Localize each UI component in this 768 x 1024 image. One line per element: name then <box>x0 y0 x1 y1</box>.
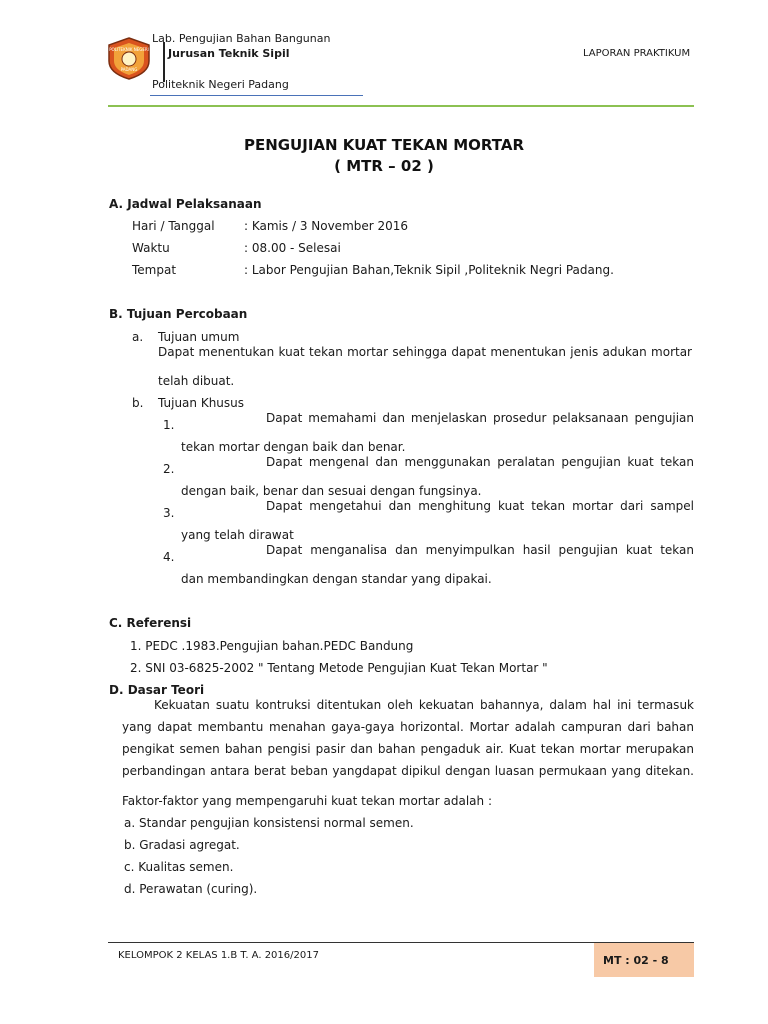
specific-goal-continuation: tekan mortar dengan baik dan benar. <box>181 440 406 454</box>
general-goal-text-1: Dapat menentukan kuat tekan mortar sehingga dapat menentukan jenis adukan mortar <box>158 345 692 359</box>
section-d-heading: D. Dasar Teori <box>109 683 205 697</box>
institution-logo <box>104 35 154 81</box>
general-goal-marker: a. <box>132 330 144 344</box>
schedule-label-place: Tempat <box>132 263 177 277</box>
svg-text:POLITEKNIK NEGERI: POLITEKNIK NEGERI <box>109 47 149 52</box>
theory-line: Kekuatan suatu kontruksi ditentukan oleh kekuatan bahannya, dalam hal ini termasuk <box>154 698 694 712</box>
specific-goal-continuation: dan membandingkan dengan standar yang dipakai. <box>181 572 492 586</box>
schedule-label-time: Waktu <box>132 241 170 255</box>
header-divider <box>163 42 165 82</box>
schedule-value-place: : Labor Pengujian Bahan,Teknik Sipil ,Politeknik Negri Padang. <box>244 263 614 277</box>
department-name: Jurusan Teknik Sipil <box>168 47 290 60</box>
footer-group: KELOMPOK 2 KELAS 1.B T. A. 2016/2017 <box>118 950 319 961</box>
reference-item: 1. PEDC .1983.Pengujian bahan.PEDC Bandung <box>130 639 414 653</box>
report-type: LAPORAN PRAKTIKUM <box>583 48 691 59</box>
specific-goal-continuation: dengan baik, benar dan sesuai dengan fungsinya. <box>181 484 482 498</box>
schedule-value-day: : Kamis / 3 November 2016 <box>244 219 409 233</box>
page-title: PENGUJIAN KUAT TEKAN MORTAR <box>243 136 525 154</box>
svg-text:PADANG: PADANG <box>120 67 138 72</box>
specific-goal-text: Dapat mengetahui dan menghitung kuat tekan mortar dari sampel <box>266 499 694 513</box>
factor-item: d. Perawatan (curing). <box>124 882 258 896</box>
lab-name: Lab. Pengujian Bahan Bangunan <box>152 32 331 45</box>
theory-line: perbandingan antara berat beban yangdapat dipikul dengan luasan permukaan yang ditekan. <box>122 764 694 778</box>
general-goal-title: Tujuan umum <box>158 330 240 344</box>
schedule-label-day: Hari / Tanggal <box>132 219 215 233</box>
specific-goal-number: 4. <box>163 550 175 564</box>
factor-item: a. Standar pengujian konsistensi normal semen. <box>124 816 414 830</box>
specific-goal-title: Tujuan Khusus <box>158 396 245 410</box>
specific-goal-text: Dapat menganalisa dan menyimpulkan hasil pengujian kuat tekan <box>266 543 694 557</box>
factor-item: b. Gradasi agregat. <box>124 838 240 852</box>
theory-line: pengikat semen bahan pengisi pasir dan bahan pengaduk air. Kuat tekan mortar merupakan <box>122 742 694 756</box>
theory-line: Faktor-faktor yang mempengaruhi kuat tekan mortar adalah : <box>122 794 492 808</box>
specific-goal-text: Dapat mengenal dan menggunakan peralatan pengujian kuat tekan <box>266 455 694 469</box>
header-blue-rule <box>150 95 363 96</box>
factor-item: c. Kualitas semen. <box>124 860 234 874</box>
specific-goal-text: Dapat memahami dan menjelaskan prosedur pelaksanaan pengujian <box>266 411 694 425</box>
specific-goal-number: 3. <box>163 506 175 520</box>
theory-line: yang dapat membantu menahan gaya-gaya horizontal. Mortar adalah campuran dari bahan <box>122 720 694 734</box>
general-goal-text-2: telah dibuat. <box>158 374 235 388</box>
specific-goal-number: 1. <box>163 418 175 432</box>
reference-item: 2. SNI 03-6825-2002 " Tentang Metode Pengujian Kuat Tekan Mortar " <box>130 661 548 675</box>
header-green-rule <box>108 105 694 107</box>
specific-goal-marker: b. <box>132 396 144 410</box>
section-a-heading: A. Jadwal Pelaksanaan <box>109 197 262 211</box>
specific-goal-continuation: yang telah dirawat <box>181 528 294 542</box>
institution-name: Politeknik Negeri Padang <box>152 78 289 91</box>
specific-goal-number: 2. <box>163 462 175 476</box>
page-subtitle: ( MTR – 02 ) <box>334 157 434 175</box>
section-c-heading: C. Referensi <box>109 616 192 630</box>
section-b-heading: B. Tujuan Percobaan <box>109 307 248 321</box>
page-number: MT : 02 - 8 <box>603 954 669 967</box>
schedule-value-time: : 08.00 - Selesai <box>244 241 341 255</box>
